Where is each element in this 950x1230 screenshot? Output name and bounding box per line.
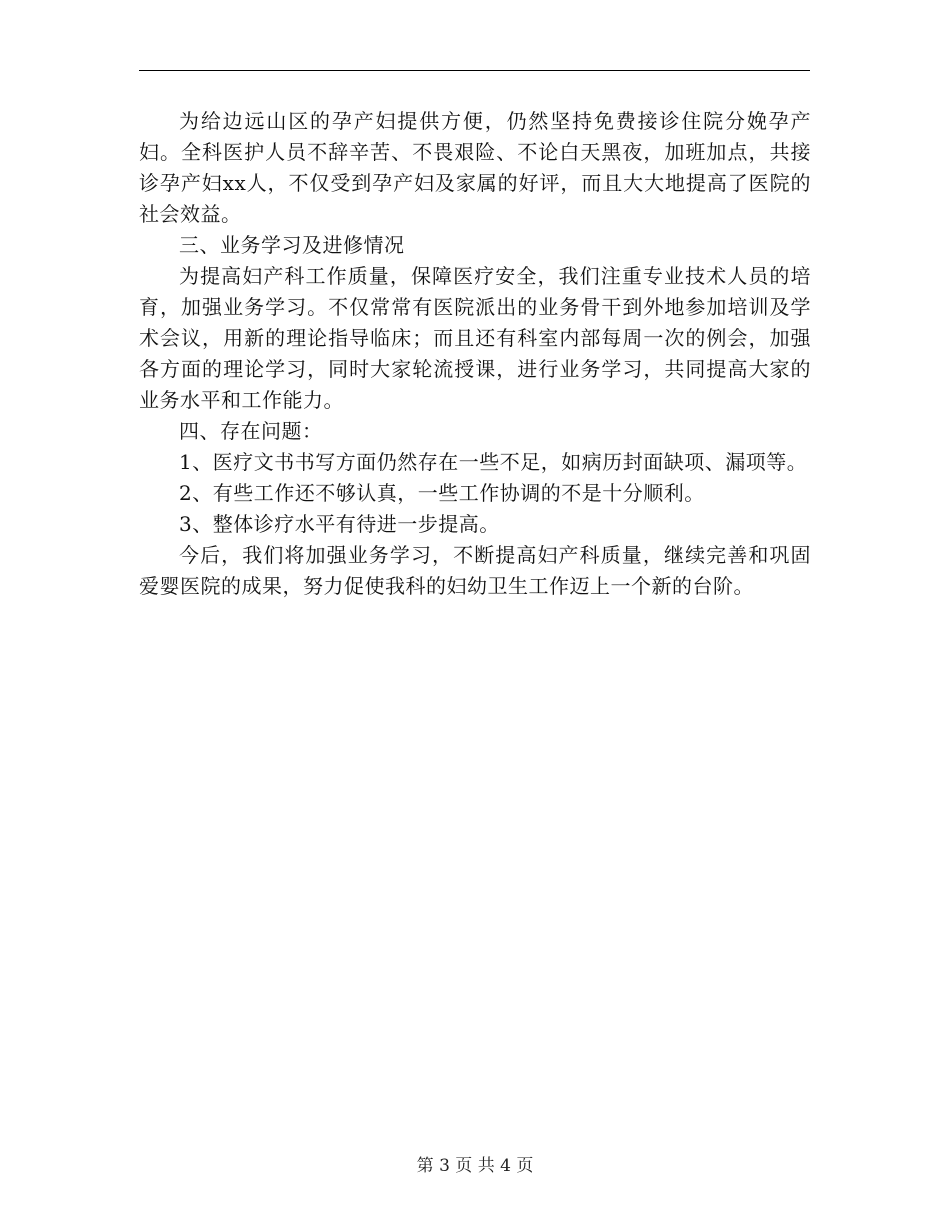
- heading-study-training: 三、业务学习及进修情况: [179, 233, 405, 257]
- document-body: [139, 106, 811, 602]
- paragraph-future-plans: 今后，我们将加强业务学习，不断提高妇产科质量，继续完善和巩固爱婴医院的成果，努力促使我科的妇幼卫生工作迈上一个新的台阶。: [139, 543, 811, 598]
- header-rule: [139, 70, 810, 71]
- paragraph-service-remote-areas: 为给边远山区的孕产妇提供方便，仍然坚持免费接诊住院分娩孕产妇。全科医护人员不辞辛苦、不畏艰险、不论白天黑夜，加班加点，共接诊孕产妇xx人，不仅受到孕产妇及家属的好评，而且大大地提高了医院的社会效益。: [139, 109, 811, 226]
- problem-item-3: 3、整体诊疗水平有待进一步提高。: [179, 512, 500, 536]
- paragraph-study-training: 为提高妇产科工作质量，保障医疗安全，我们注重专业技术人员的培育，加强业务学习。不仅常常有医院派出的业务骨干到外地参加培训及学术会议，用新的理论指导临床；而且还有科室内部每周一次的例会，加强各方面的理论学习，同时大家轮流授课，进行业务学习，共同提高大家的业务水平和工作能力。: [139, 264, 811, 412]
- problem-item-1: 1、医疗文书书写方面仍然存在一些不足，如病历封面缺项、漏项等。: [179, 450, 808, 474]
- page-number-footer: 第 3 页 共 4 页: [416, 1156, 534, 1176]
- problem-item-2: 2、有些工作还不够认真，一些工作协调的不是十分顺利。: [179, 481, 705, 505]
- heading-existing-problems: 四、存在问题：: [179, 419, 323, 443]
